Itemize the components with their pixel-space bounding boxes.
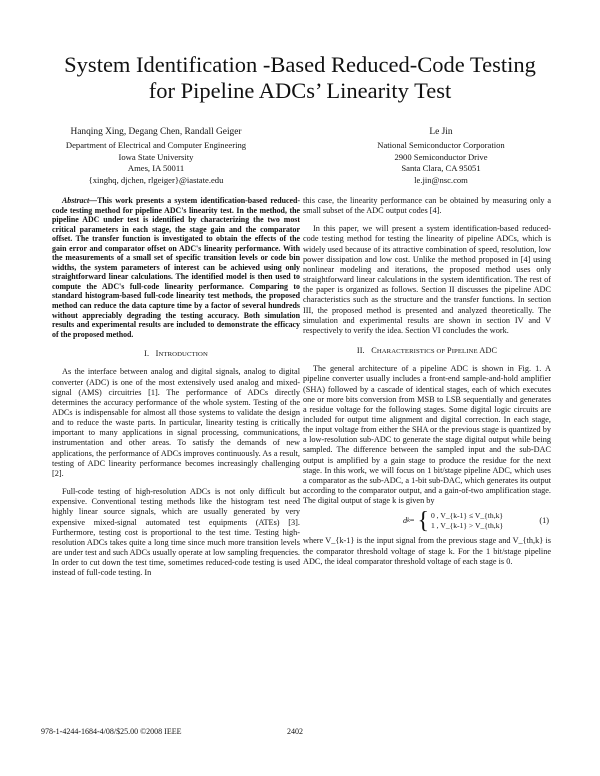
section-heading-introduction	[52, 349, 300, 360]
section-2-t3: P	[446, 346, 452, 356]
equation-number: (1)	[539, 516, 549, 526]
section-1-title-rest: NTRODUCTION	[158, 351, 208, 359]
intro-paragraph-2: Full-code testing of high-resolution ADCs is not only difficult but expensive. Conventional testing methods like the histogram test need highly linear source signals, which are usually generated by very expensive mixed-signal automated test equipments (ATEs) [3]. Furthermore, testing cost is proportional to the test time. Testing high-resolution ADCs takes quite a long time since much more transition levels are under test and such ADCs usually operate at low sampling frequencies. In order to cut down the test time, sometimes reduced-code testing is used instead of full-code testing. In	[52, 487, 300, 578]
section-2-t2: HARACTERISTICS OF	[376, 348, 447, 356]
author-dept: Department of Electrical and Computer Engineering	[65, 140, 247, 151]
author-city-right: Santa Clara, CA 95051	[401, 163, 481, 174]
section-1-title-initial: I	[155, 349, 159, 359]
author-names-left: Hanqing Xing, Degang Chen, Randall Geiger	[70, 127, 242, 137]
section-2-paragraph-2: where V_{k-1} is the input signal from the previous stage and V_{th,k} is the comparator threshold voltage of stage k. For the 1 bit/stage pipeline ADC, the ideal comparator threshold voltage of each stage is 0.	[303, 536, 551, 566]
paper-title	[40, 52, 560, 104]
section-heading-characteristics	[303, 346, 551, 357]
abstract	[52, 196, 300, 339]
section-2-paragraph-1: The general architecture of a pipeline ADC is shown in Fig. 1. A pipeline converter usually includes a front-end sample-and-hold amplifier (SHA) followed by a cascade of identical stages, each of which executes one or more bits conversion from MSB to LSB sequentially and generates a residue voltage for the following stages. Some digital logic circuits are included for output time alignment and digital correction. In each stage, the input voltage from either the SHA or the previous stage is quantized by a low-resolution sub-ADC to generate the stage digital output while being sampled. The difference between the sampled input and the sub-DAC output is amplified by a gain stage to produce the residue for the next stage. In this work, we will focus on 1 bit/stage pipeline ADC, which uses a comparator as the sub-ADC, a 1-bit sub-DAC, which generates its output according to the comparator output, and a gain-of-two amplification stage. The digital output of stage k is given by	[303, 364, 551, 506]
equation-case-2: 1 , V_{k-1} > V_{th,k}	[430, 521, 504, 531]
section-1-number: I.	[144, 349, 150, 359]
author-street: 2900 Semiconductor Drive	[394, 151, 488, 162]
title-line-1: System Identification -Based Reduced-Code Testing	[64, 52, 536, 77]
section-2-t4: IPELINE	[451, 348, 480, 356]
right-column	[303, 196, 551, 567]
author-org: National Semiconductor Corporation	[377, 140, 505, 151]
author-email-right: le.jin@nsc.com	[414, 174, 468, 185]
intro-paragraph-1: As the interface between analog and digital signals, analog to digital converter (ADC) is one of the most extensively used analog and mixed-signal (AMS) circuitries [1]. The performance of ADCs directly determines the accuracy performance of the whole system. Testing of the ADCs is indispensable for almost all those systems to validate the design and to reduce the waste parts. In particular, linearity testing is critically important to many applications in signal processing, communications, instrumentation and other areas. To satisfy the demands of new applications, the performance of ADCs improves continuously. As a result, testing of ADC linearity performance becomes increasingly challenging [2].	[52, 367, 300, 478]
equation-lhs: d	[403, 516, 408, 526]
footer-isbn: 978-1-4244-1684-4/08/$25.00 ©2008 IEEE	[41, 727, 182, 736]
section-2-t5: ADC	[479, 346, 498, 356]
equation-equals: =	[409, 516, 415, 526]
equation-brace: {	[417, 508, 429, 535]
author-university: Iowa State University	[118, 151, 194, 162]
title-line-2: for Pipeline ADCs’ Linearity Test	[148, 78, 452, 103]
section-2-t1: C	[371, 346, 377, 356]
abstract-text: This work presents a system identification-based reduced-code testing method for pipeline ADC's linearity test. In the method, the pipeline ADC under test is identified by characterizing the two most critical parameters in each stage, the stage gain and the comparator offset. The transfer function is investigated to obtain the effects of the gain error and comparator offset on ADC's linearity performance. With the measurements of a small set of specific transition levels or code bin widths, the system parameters of interest can be achieved using only straightforward linear calculations. The identified model is then used to compute the ADC's full-code linearity performance. Comparing to standard histogram-based full-code linearity test methods, the proposed method can reduce the data capture time by a factor of several hundreds without appreciably degrading the testing accuracy. Both simulation results and experimental results are included to demonstrate the efficacy of the proposed method.	[52, 196, 300, 339]
equation-body	[403, 509, 503, 533]
section-2-number: II.	[356, 346, 365, 356]
author-names-right: Le Jin	[429, 127, 453, 137]
equation-cases	[431, 511, 503, 531]
intro-paragraph-3: In this paper, we will present a system identification-based reduced-code testing method for testing the linearity of pipeline ADCs, which is widely used because of its attractive combination of speed, resolution, low power dissipation and low cost. Unlike the method proposed in [4] using nonlinear modeling and iterations, the proposed method uses only straightforward linear calculations in the system identification. The rest of the paper is organized as follows. Section II discusses the pipeline ADC characteristics such as the structure and the transfer functions. In section III, the proposed method is presented and analyzed theoretically. The simulation and experimental results are shown in section IV and V respectively to verify the idea. Section VI concludes the work.	[303, 224, 551, 335]
abstract-lead: Abstract—	[62, 196, 98, 205]
equation-case-1: 0 , V_{k-1} ≤ V_{th,k}	[430, 511, 504, 521]
equation-1	[303, 509, 551, 533]
left-column	[52, 196, 300, 578]
author-city-left: Ames, IA 50011	[127, 163, 185, 174]
intro-paragraph-2-continued: this case, the linearity performance can be obtained by measuring only a small subset of the ADC output codes [4].	[303, 196, 551, 216]
footer-page-number: 2402	[287, 727, 303, 736]
author-emails-left: {xinghq, djchen, rlgeiger}@iastate.edu	[88, 174, 224, 185]
affiliation-right	[325, 127, 557, 186]
affiliation-left	[40, 127, 272, 186]
equation-lhs-subscript: k	[407, 518, 410, 525]
